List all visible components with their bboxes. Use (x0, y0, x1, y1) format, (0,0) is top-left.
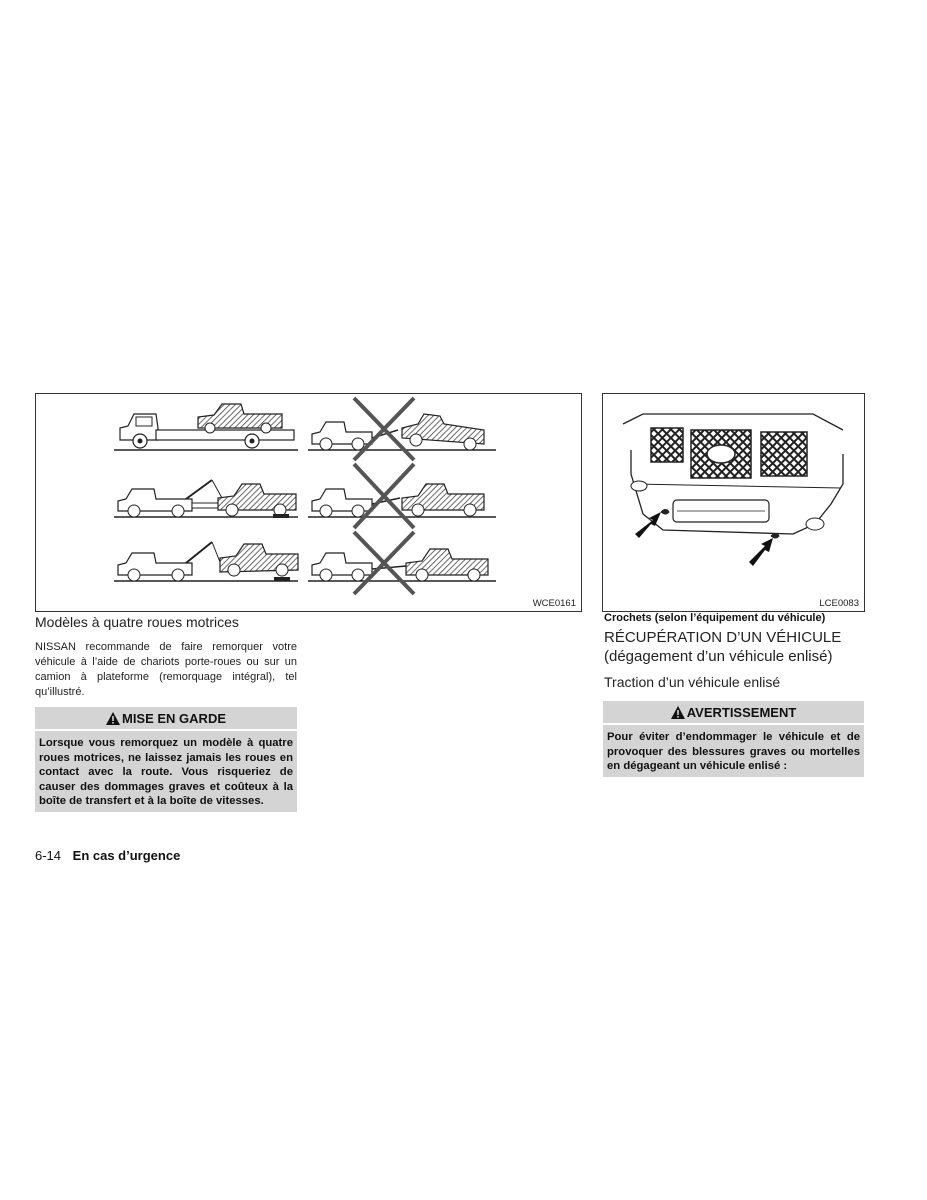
tow-dolly-wrong-1 (308, 398, 496, 460)
caution-header (35, 707, 297, 729)
page-footer (35, 848, 180, 863)
caution-box (35, 707, 297, 812)
towing-methods-figure (35, 393, 582, 612)
towing-paragraph: NISSAN recommande de faire remorquer votre véhicule à l’aide de chariots porte-roues ou sur un camion à plateforme (remorquage intégral), tel qu’illustré. (35, 641, 297, 698)
subheading-four-wheel-drive: Modèles à quatre roues motrices (35, 614, 239, 630)
warning-triangle-icon (671, 706, 685, 719)
section-name: En cas d’urgence (72, 848, 181, 863)
caution-title: MISE EN GARDE (121, 710, 226, 726)
tow-dolly-wrong-2 (308, 464, 496, 528)
warning-header (603, 701, 864, 723)
section-heading-line1: RÉCUPÉRATION D’UN VÉHICULE (604, 629, 842, 646)
warning-triangle-icon (106, 712, 120, 725)
warning-box (603, 701, 864, 777)
warning-title: AVERTISSEMENT (686, 704, 797, 720)
arrow-icon (749, 538, 773, 566)
figure-caption: Crochets (selon l’équipement du véhicule) (604, 612, 826, 624)
figure-code: LCE0083 (819, 598, 859, 609)
tow-hooks-figure (602, 393, 865, 612)
warning-text: Pour éviter d’endommager le véhicule et de provoquer des blessures graves ou mortelles en dégageant un véhicule enlisé : (607, 731, 860, 773)
wheel-lift-rear-dolly-ok (114, 542, 298, 581)
tow-hooks-illustration (603, 394, 864, 611)
tow-dolly-wrong-3 (308, 532, 496, 594)
subheading-stuck-vehicle: Traction d’un véhicule enlisé (604, 674, 781, 690)
page-number: 6-14 (35, 848, 62, 863)
section-heading (604, 628, 841, 666)
section-heading-line2: (dégagement d’un véhicule enlisé) (604, 648, 833, 665)
caution-text: Lorsque vous remorquez un modèle à quatre roues motrices, ne laissez jamais les roues en contact avec la route. Vous risqueriez de causer des dommages graves et coûteux à la boîte de transfert et à la boîte de vitesses. (39, 737, 293, 808)
wheel-lift-dolly-ok (114, 480, 298, 518)
figure-code: WCE0161 (532, 598, 576, 609)
flatbed-tow-ok (114, 404, 298, 450)
towing-illustration (36, 394, 581, 611)
